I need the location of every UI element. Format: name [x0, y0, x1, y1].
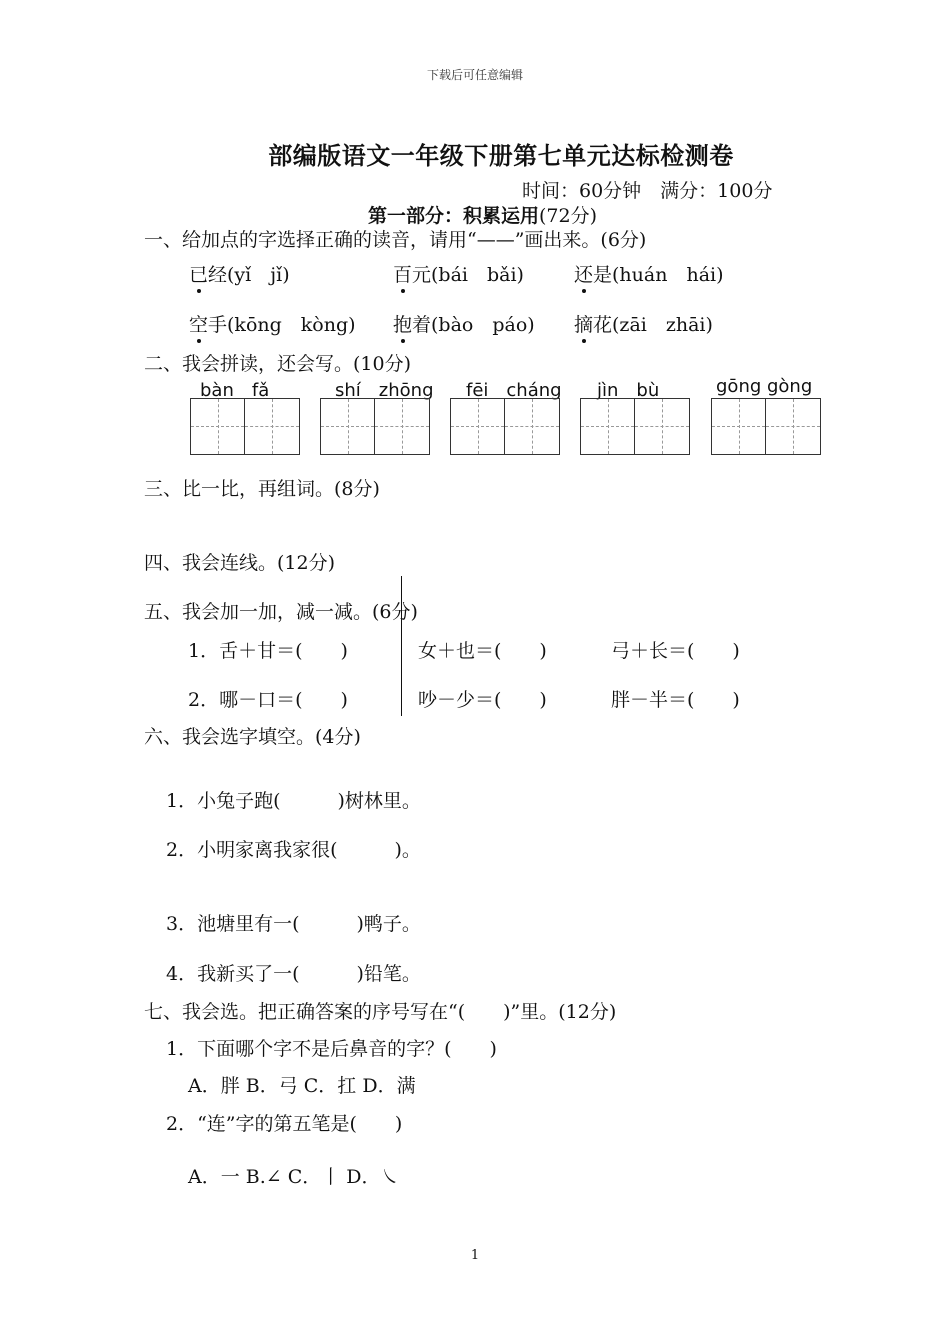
grid-cell[interactable]: [375, 399, 429, 454]
s1-item-text: 是(huán hái): [593, 264, 724, 286]
writing-grid[interactable]: [320, 398, 430, 455]
s1-item: [393, 310, 535, 337]
s7-question-1: 1．下面哪个字不是后鼻音的字？( ): [166, 1038, 497, 1060]
s7-question-2: 2．“连”字的第五笔是( ): [166, 1113, 403, 1135]
writing-grid[interactable]: [450, 398, 560, 455]
section-6-heading: 六、我会选字填空。(4分): [144, 726, 361, 748]
s5-item: 女＋也＝( ): [418, 640, 547, 662]
dotted-char: 已: [189, 260, 208, 287]
s5-item: 胖－半＝( ): [611, 689, 740, 711]
s6-item: 1．小兔子跑( )树林里。: [166, 790, 421, 812]
pinyin-label: bàn fǎ: [200, 380, 270, 401]
pinyin-label: fēi cháng: [466, 380, 562, 401]
grid-cell[interactable]: [581, 399, 635, 454]
writing-grid[interactable]: [711, 398, 821, 455]
dotted-char: 抱: [393, 310, 412, 337]
pinyin-label: jìn bù: [597, 380, 660, 401]
s1-item: [574, 260, 724, 287]
s7-options-2: A．一 B.∠ C．丨 D．㇏: [188, 1166, 400, 1188]
s5-item: 1．舌＋甘＝( ): [188, 640, 348, 662]
grid-cell[interactable]: [321, 399, 375, 454]
grid-cell[interactable]: [712, 399, 766, 454]
header-note: 下载后可任意编辑: [426, 68, 523, 82]
s1-item-text: 着(bào páo): [412, 314, 535, 336]
section-4-heading: 四、我会连线。(12分): [144, 552, 336, 574]
s6-item: 2．小明家离我家很( )。: [166, 839, 421, 861]
dotted-char: 还: [574, 260, 593, 287]
s6-item: 3．池塘里有一( )鸭子。: [166, 913, 421, 935]
section-2-heading: 二、我会拼读，还会写。(10分): [144, 353, 412, 375]
part-title: [368, 201, 597, 228]
pinyin-label: shí zhōng: [335, 380, 434, 401]
section-7-heading: 七、我会选。把正确答案的序号写在“( )”里。(12分): [144, 1001, 617, 1023]
s6-item: 4．我新买了一( )铅笔。: [166, 963, 421, 985]
s1-item: [393, 260, 524, 287]
part-score: (72分): [539, 205, 598, 227]
s1-item-text: 经(yǐ jǐ): [208, 264, 290, 286]
section-3-heading: 三、比一比，再组词。(8分): [144, 478, 380, 500]
s1-item: [189, 260, 290, 287]
s7-options-1: A．胖 B．弓 C．扛 D．满: [188, 1075, 416, 1097]
exam-meta: 时间：60分钟 满分：100分: [522, 180, 773, 202]
page-title: 部编版语文一年级下册第七单元达标检测卷: [268, 142, 734, 170]
s5-item: 吵－少＝( ): [418, 689, 547, 711]
grid-cell[interactable]: [505, 399, 559, 454]
writing-grid[interactable]: [580, 398, 690, 455]
s1-item: [189, 310, 356, 337]
grid-cell[interactable]: [766, 399, 820, 454]
s5-item: 弓＋长＝( ): [611, 640, 740, 662]
dotted-char: 摘: [574, 310, 593, 337]
page-number: 1: [470, 1248, 480, 1263]
dotted-char: 百: [393, 260, 412, 287]
grid-cell[interactable]: [635, 399, 689, 454]
pinyin-label: gōng gòng: [716, 376, 813, 397]
section-1-heading: 一、给加点的字选择正确的读音，请用“——”画出来。(6分): [144, 229, 647, 251]
section-5-heading: 五、我会加一加，减一减。(6分): [144, 601, 418, 623]
grid-cell[interactable]: [191, 399, 245, 454]
dotted-char: 空: [189, 310, 208, 337]
s5-item: 2．哪－口＝( ): [188, 689, 348, 711]
grid-cell[interactable]: [451, 399, 505, 454]
grid-cell[interactable]: [245, 399, 299, 454]
s1-item: [574, 310, 713, 337]
writing-grid[interactable]: [190, 398, 300, 455]
part-label: 第一部分：积累运用: [368, 205, 540, 227]
s1-item-text: 元(bái bǎi): [412, 264, 524, 286]
s1-item-text: 花(zāi zhāi): [593, 314, 713, 336]
s1-item-text: 手(kōng kòng): [208, 314, 356, 336]
